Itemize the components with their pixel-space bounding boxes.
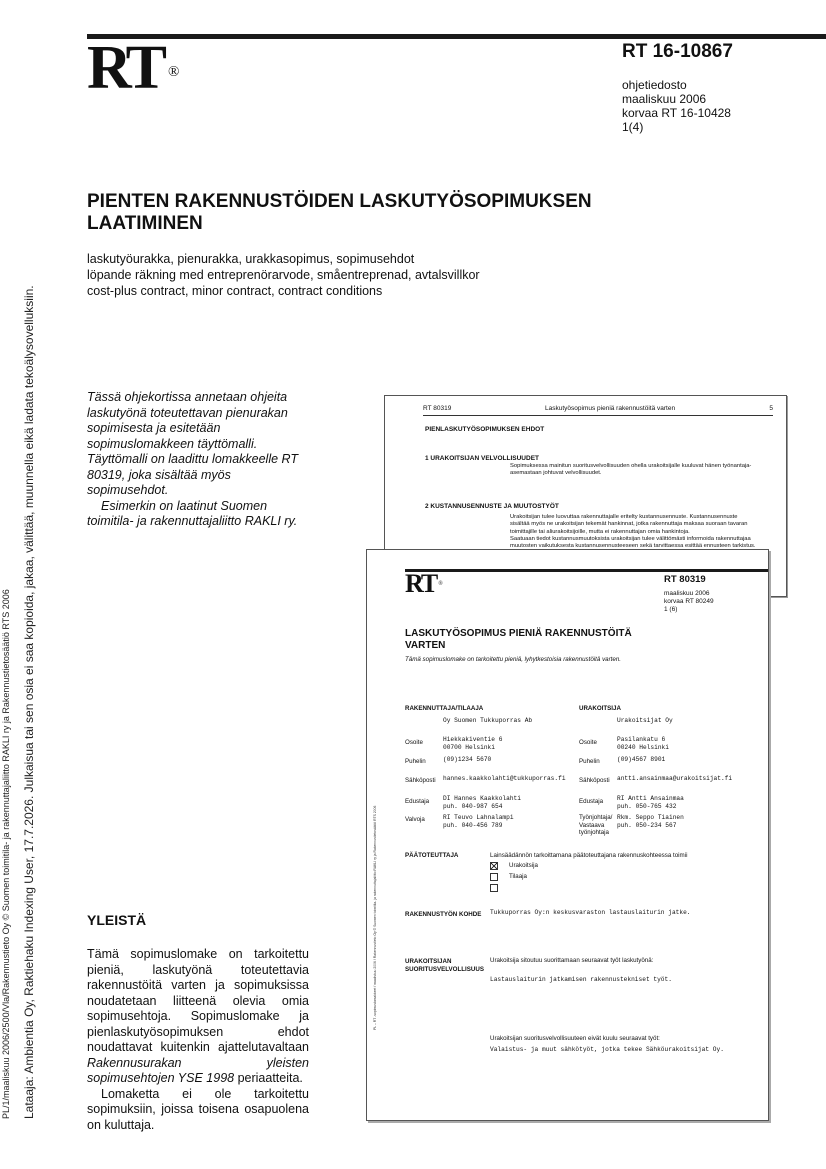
top-rule bbox=[87, 34, 826, 39]
option-client-checkbox[interactable] bbox=[490, 873, 498, 881]
meta-page: 1(4) bbox=[622, 120, 644, 134]
meta-replaces: korvaa RT 16-10428 bbox=[622, 106, 731, 120]
document-meta bbox=[622, 78, 731, 134]
page-title: PIENTEN RAKENNUSTÖIDEN LASKUTYÖSOPIMUKSEN LAATIMINEN bbox=[87, 191, 592, 234]
option-empty-checkbox[interactable] bbox=[490, 884, 498, 892]
form-subtitle: Tämä sopimuslomake on tarkoitettu pieniä, lyhytkestoisia rakennustöitä varten. bbox=[405, 656, 621, 663]
contractor-representative: RI Antti Ansainmaa puh. 050-765 432 bbox=[617, 795, 684, 810]
form-page-thumbnail-front: PL – RT -sopimuslomakkeet / maaliskuu 2006 / Rakennustieto Oy © Suomen toimitila- ja rakennuttajaliitto RAKLI ry ja Rakennustietosäätiö RTS 2006 RT ® RT 80319 maaliskuu 2006 korvaa RT 80249 1 (6) LASKUTYÖSOPIMUS PIENIÄ RAKENNUSTÖITÄ VARTEN Tämä sopimuslomake on tarkoitettu pieniä, lyhytkestoisia rakennustöitä varten. RAKENNUTTAJA/TILAAJA URAKOITSIJA Oy Suomen Tukkuporras Ab Urakoitsijat Oy Osoite Hiekkakiventie 6 00700 Helsinki Osoite Pasilankatu 6 00240 Helsinki Puhelin (09)1234 5670 Puhelin (09)4567 8901 Sähköposti hannes.kaakkolahti@tukkuporras.fi Sähköposti antti.ansainmaa@urakoitsijat.fi Edustaja DI Hannes Kaakkolahti puh. 040-987 654 Edustaja RI Antti Ansainmaa puh. 050-765 432 Valvoja RI Teuvo Lahnalampi puh. 040-456 789 Työnjohtaja/ Vastaava työnjohtaja Rkm. Seppo Tiainen puh. 050-234 567 PÄÄTOTEUTTAJA Lainsäädännön tarkoittamana päätoteuttajana rakennuskohteessa toimii Urakoitsija Tilaaja RAKENNUSTYÖN KOHDE Tukkuporras Oy:n keskusvaraston lastauslaiturin jatke. URAKOITSIJAN SUORITUSVELVOLLISUUS Urakoitsija sitoutuu suorittamaan seuraavat työt laskutyönä: Lastauslaiturin jatkamisen rakennustekniset työt. Urakoitsijan suoritusvelvollisuuteen eivät kuulu seuraavat työt: Valaistus- ja muut sähkötyöt, jotka tekee Sähköurakoitsijat Oy. bbox=[366, 549, 769, 1121]
client-address: Hiekkakiventie 6 00700 Helsinki bbox=[443, 736, 503, 751]
main-implementer-heading: PÄÄTOTEUTTAJA bbox=[405, 852, 459, 859]
foreman-label: Työnjohtaja/ Vastaava työnjohtaja bbox=[579, 814, 613, 836]
copyright-note: PL/1/maaliskuu 2006/2500/Vla/Rakennustieto Oy © Suomen toimitila- ja rakennuttajaliitto RAKLI ry ja Rakennustietosäätiö RTS 2006 bbox=[1, 589, 11, 1119]
download-notice: Lataaja: Ambientia Oy, Raktiehaku Indexing User, 17.7.2026. Julkaisua tai sen osia ei saa kopioida, jakaa, välittää, muunnella eikä ladata tekoälysovelluksiin. bbox=[22, 285, 36, 1119]
terms-section-1-text: Sopimuksessa mainitun suoritusvelvollisuuden ohella urakoitsijalle kuuluvat hänen työnantaja- asemastaan johtuvat velvollisuudet. bbox=[510, 463, 752, 477]
contractor-foreman: Rkm. Seppo Tiainen puh. 050-234 567 bbox=[617, 814, 684, 829]
form-title: LASKUTYÖSOPIMUS PIENIÄ RAKENNUSTÖITÄ VARTEN bbox=[405, 628, 632, 651]
form-code: RT 80319 bbox=[664, 574, 706, 585]
client-phone: (09)1234 5670 bbox=[443, 756, 492, 763]
client-representative: DI Hannes Kaakkolahti puh. 040-987 654 bbox=[443, 795, 521, 810]
section-heading: YLEISTÄ bbox=[87, 912, 147, 928]
meta-date: maaliskuu 2006 bbox=[622, 92, 707, 106]
front-page-side-note: PL – RT -sopimuslomakkeet / maaliskuu 2006 / Rakennustieto Oy © Suomen toimitila- ja rakennuttajaliitto RAKLI ry ja Rakennustietosäätiö RTS 2006 bbox=[373, 805, 377, 1030]
contractor-phone: (09)4567 8901 bbox=[617, 756, 666, 763]
keywords bbox=[87, 251, 480, 299]
contractor-address: Pasilankatu 6 00240 Helsinki bbox=[617, 736, 669, 751]
client-supervisor: RI Teuvo Lahnalampi puh. 040-456 789 bbox=[443, 814, 514, 829]
duty-heading: URAKOITSIJAN SUORITUSVELVOLLISUUS bbox=[405, 958, 484, 973]
meta-type: ohjetiedosto bbox=[622, 78, 687, 92]
object-value: Tukkuporras Oy:n keskusvaraston lastauslaiturin jatke. bbox=[490, 909, 691, 916]
duty-value: Lastauslaiturin jatkamisen rakennustekniset työt. bbox=[490, 976, 672, 983]
terms-section-2-text: Urakoitsijan tulee luovuttaa rakennuttajalle eritelty kustannusennuste. Kustannusennuste sisältää myös ne urakoitsijan tekemät hankinnat, jotka rakennuttaja maksaa suoraan tavaran toimittajille tai aliurakoitsijoille, mutta ei rakennuttajan omia hankintoja. Saatuaan tiedot kustannusmuutoksista urakoitsijan tulee välittömästi informoida rakennuttajaa muutosten vaikutuksesta kustannusennusteeseen sekä tarvittaessa esittää ennusteen tarkistus. bbox=[510, 514, 756, 550]
client-email: hannes.kaakkolahti@tukkuporras.fi bbox=[443, 775, 566, 782]
contractor-name: Urakoitsijat Oy bbox=[617, 717, 673, 724]
option-client-label: Tilaaja bbox=[509, 873, 527, 880]
option-contractor-checkbox[interactable] bbox=[490, 862, 498, 870]
intro-text: Tässä ohjekortissa annetaan ohjeita laskutyönä toteutettavan pienurakan sopimisesta ja esitetään sopimuslomakkeen täyttömalli. Täyttömalli on laadittu lomakkeelle RT 80319, joka sisältää myös sopimusehdot. Esimerkin on laatinut Suomen toimitila- ja rakennuttajaliitto RAKLI ry. bbox=[87, 390, 298, 528]
contractor-email: antti.ansainmaa@urakoitsijat.fi bbox=[617, 775, 733, 782]
section-body: Tämä sopimuslomake on tarkoitettu pieniä, laskutyönä toteutettavia rakennustöitä varten ja sopimuksissa noudatetaan liitteenä olevia omia sopimusehtoja. Sopimuslomake ja pienlaskutyösopimuksen ehdot noudattavat kuitenkin ajattelutavaltaan Rakennusurakan yleisten sopimusehtojen YSE 1998 periaatteita. Lomaketta ei ole tarkoitettu sopimuksiin, joissa toisena osapuolena on kuluttaja. bbox=[87, 947, 309, 1132]
form-page-thumbnail-back: RT 80319 Laskutyösopimus pieniä rakennustöitä varten 5 PIENLASKUTYÖSOPIMUKSEN EHDOT 1 URAKOITSIJAN VELVOLLISUUDET Sopimuksessa mainitun suoritusvelvollisuuden ohella urakoitsijalle kuuluvat hänen työnantaja- asemastaan johtuvat velvollisuudet. 2 KUSTANNUSENNUSTE JA MUUTOSTYÖT Urakoitsijan tulee luovuttaa rakennuttajalle eritelty kustannusennuste. Kustannusennuste sisältää myös ne urakoitsijan tekemät hankinnat, jotka rakennuttaja maksaa suoraan tavaran toimittajille tai aliurakoitsijoille, mutta ei rakennuttajan omia hankintoja. Saatuaan tiedot kustannusmuutoksista urakoitsijan tulee välittömästi informoida rakennuttajaa muutosten vaikutuksesta kustannusennusteeseen sekä tarvittaessa esittää ennusteen tarkistus. bbox=[384, 395, 787, 597]
contractor-heading: URAKOITSIJA bbox=[579, 705, 621, 712]
form-rt-logo: RT ® bbox=[405, 569, 443, 598]
form-meta: maaliskuu 2006 korvaa RT 80249 1 (6) bbox=[664, 590, 714, 613]
keywords-en: cost-plus contract, minor contract, contract conditions bbox=[87, 284, 383, 298]
terms-section-2: 2 KUSTANNUSENNUSTE JA MUUTOSTYÖT bbox=[425, 503, 559, 510]
rt-logo: RT ® bbox=[87, 34, 180, 102]
keywords-sv: löpande räkning med entreprenörarvode, småentreprenad, avtalsvillkor bbox=[87, 268, 480, 282]
keywords-fi: laskutyöurakka, pienurakka, urakkasopimus, sopimusehdot bbox=[87, 252, 415, 266]
object-heading: RAKENNUSTYÖN KOHDE bbox=[405, 911, 482, 918]
client-heading: RAKENNUTTAJA/TILAAJA bbox=[405, 705, 484, 712]
client-name: Oy Suomen Tukkuporras Ab bbox=[443, 717, 533, 724]
terms-section-1: 1 URAKOITSIJAN VELVOLLISUUDET bbox=[425, 455, 540, 462]
exclusions-value: Valaistus- ja muut sähkötyöt, jotka tekee Sähköurakoitsijat Oy. bbox=[490, 1046, 724, 1053]
document-code: RT 16-10867 bbox=[622, 41, 733, 62]
terms-heading: PIENLASKUTYÖSOPIMUKSEN EHDOT bbox=[425, 426, 545, 433]
option-contractor-label: Urakoitsija bbox=[509, 862, 538, 869]
